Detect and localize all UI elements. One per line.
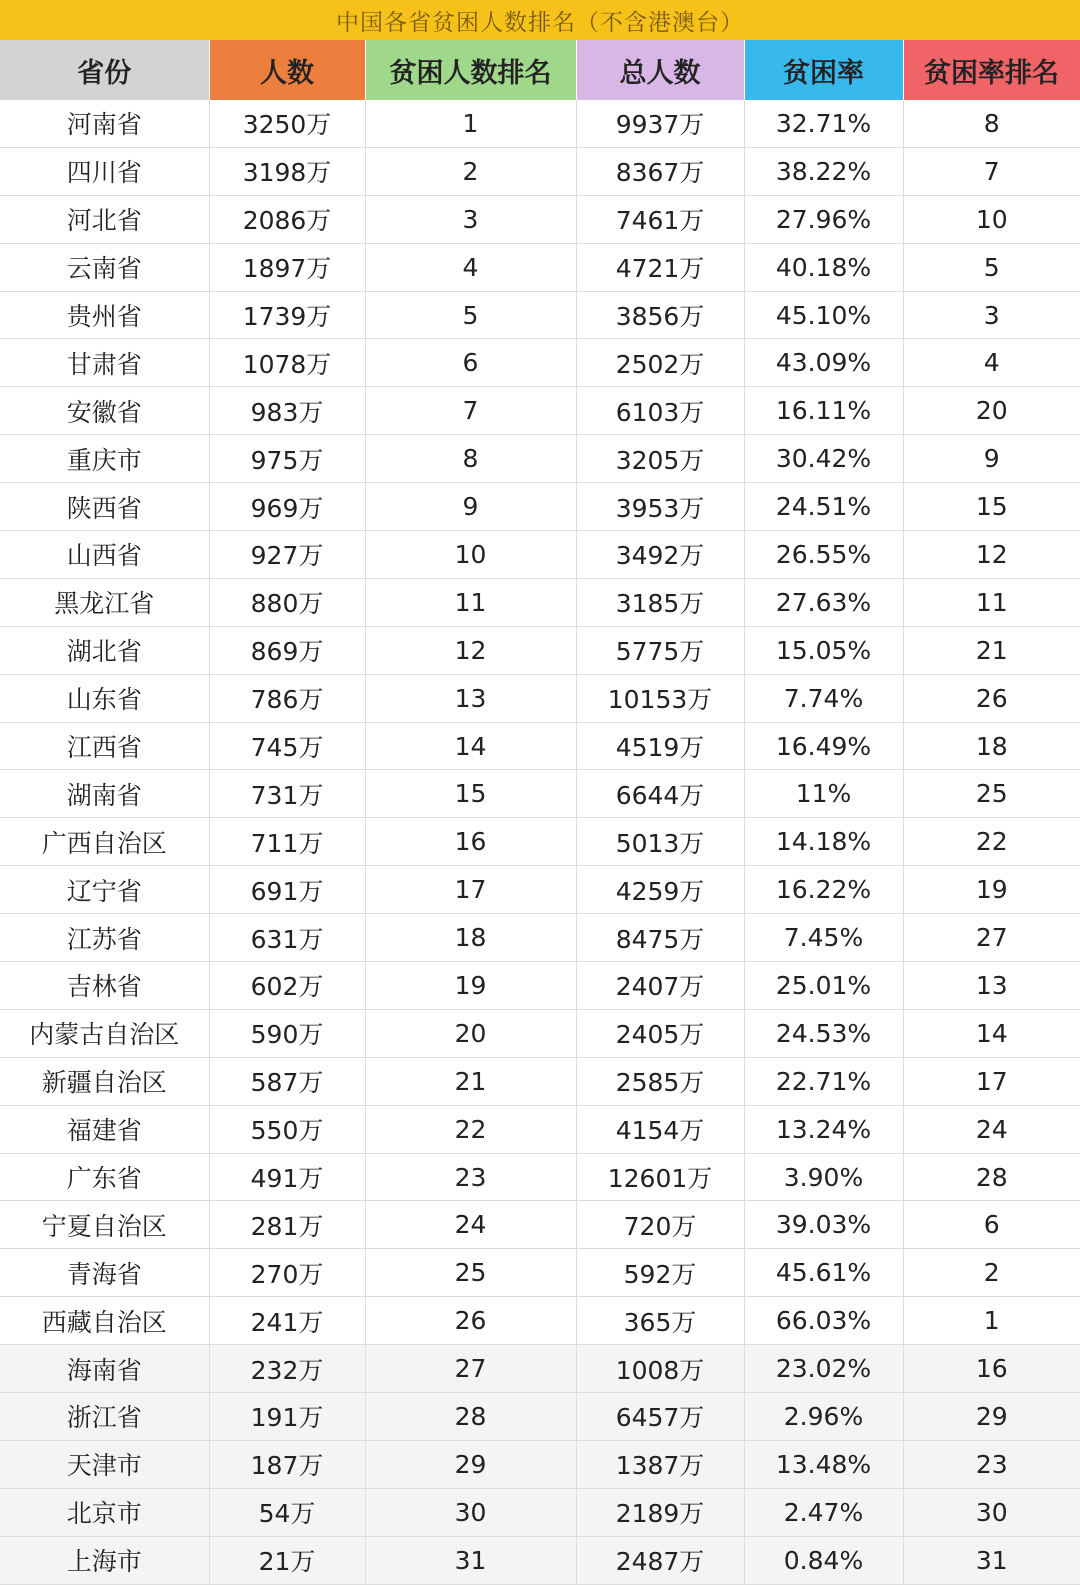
poverty-rate-rank-cell: 29 (903, 1393, 1080, 1441)
people-cell: 3250万 (209, 100, 365, 147)
total-population-cell: 8475万 (576, 914, 744, 962)
poverty-rate-cell: 7.74% (744, 674, 903, 722)
header-people[interactable]: 人数 (209, 40, 365, 100)
people-rank-cell: 18 (365, 914, 576, 962)
province-cell: 广西自治区 (0, 818, 209, 866)
people-rank-cell: 28 (365, 1393, 576, 1441)
province-cell: 广东省 (0, 1153, 209, 1201)
table-title: 中国各省贫困人数排名（不含港澳台） (336, 9, 744, 36)
poverty-rate-cell: 66.03% (744, 1297, 903, 1345)
poverty-rate-cell: 24.53% (744, 1009, 903, 1057)
poverty-rate-cell: 7.45% (744, 914, 903, 962)
poverty-rate-cell: 13.48% (744, 1440, 903, 1488)
total-population-cell: 2502万 (576, 339, 744, 387)
total-population-cell: 4519万 (576, 722, 744, 770)
province-cell: 海南省 (0, 1345, 209, 1393)
poverty-rate-rank-cell: 5 (903, 243, 1080, 291)
table-row (0, 243, 1080, 291)
poverty-rate-cell: 22.71% (744, 1057, 903, 1105)
people-cell: 550万 (209, 1105, 365, 1153)
poverty-rate-cell: 39.03% (744, 1201, 903, 1249)
province-cell: 福建省 (0, 1105, 209, 1153)
people-rank-cell: 8 (365, 435, 576, 483)
poverty-rate-rank-cell: 30 (903, 1488, 1080, 1536)
province-cell: 宁夏自治区 (0, 1201, 209, 1249)
header-poverty-rate-rank[interactable]: 贫困率排名 (903, 40, 1080, 100)
poverty-rate-cell: 40.18% (744, 243, 903, 291)
people-rank-cell: 14 (365, 722, 576, 770)
people-cell: 1897万 (209, 243, 365, 291)
total-population-cell: 2585万 (576, 1057, 744, 1105)
people-rank-cell: 30 (365, 1488, 576, 1536)
poverty-rate-cell: 38.22% (744, 147, 903, 195)
poverty-rate-cell: 2.96% (744, 1393, 903, 1441)
poverty-rate-rank-cell: 19 (903, 866, 1080, 914)
poverty-rate-rank-cell: 18 (903, 722, 1080, 770)
table-row (0, 147, 1080, 195)
province-cell: 贵州省 (0, 291, 209, 339)
poverty-rate-rank-cell: 11 (903, 578, 1080, 626)
province-cell: 安徽省 (0, 387, 209, 435)
poverty-rate-rank-cell: 20 (903, 387, 1080, 435)
province-cell: 甘肃省 (0, 339, 209, 387)
poverty-rate-cell: 23.02% (744, 1345, 903, 1393)
province-cell: 湖南省 (0, 770, 209, 818)
poverty-rate-cell: 25.01% (744, 962, 903, 1010)
poverty-rate-rank-cell: 31 (903, 1536, 1080, 1584)
table-row (0, 866, 1080, 914)
people-cell: 1078万 (209, 339, 365, 387)
people-rank-cell: 25 (365, 1249, 576, 1297)
table-row (0, 435, 1080, 483)
people-rank-cell: 17 (365, 866, 576, 914)
total-population-cell: 12601万 (576, 1153, 744, 1201)
table-row (0, 1440, 1080, 1488)
people-rank-cell: 19 (365, 962, 576, 1010)
people-cell: 21万 (209, 1536, 365, 1584)
poverty-rate-rank-cell: 26 (903, 674, 1080, 722)
table-row (0, 914, 1080, 962)
poverty-rate-rank-cell: 27 (903, 914, 1080, 962)
total-population-cell: 6103万 (576, 387, 744, 435)
total-population-cell: 10153万 (576, 674, 744, 722)
people-cell: 1739万 (209, 291, 365, 339)
table-row (0, 1201, 1080, 1249)
total-population-cell: 7461万 (576, 195, 744, 243)
people-rank-cell: 1 (365, 100, 576, 147)
header-people-rank[interactable]: 贫困人数排名 (365, 40, 576, 100)
people-rank-cell: 5 (365, 291, 576, 339)
total-population-cell: 5775万 (576, 626, 744, 674)
province-cell: 吉林省 (0, 962, 209, 1010)
poverty-rate-cell: 13.24% (744, 1105, 903, 1153)
province-cell: 河北省 (0, 195, 209, 243)
province-cell: 陕西省 (0, 483, 209, 531)
poverty-rate-rank-cell: 9 (903, 435, 1080, 483)
table-row (0, 531, 1080, 579)
total-population-cell: 1387万 (576, 1440, 744, 1488)
total-population-cell: 3856万 (576, 291, 744, 339)
header-row (0, 40, 1080, 100)
poverty-rate-rank-cell: 15 (903, 483, 1080, 531)
people-rank-cell: 12 (365, 626, 576, 674)
table-row (0, 962, 1080, 1010)
people-cell: 786万 (209, 674, 365, 722)
province-cell: 河南省 (0, 100, 209, 147)
poverty-rate-cell: 16.11% (744, 387, 903, 435)
people-cell: 241万 (209, 1297, 365, 1345)
province-cell: 上海市 (0, 1536, 209, 1584)
total-population-cell: 4154万 (576, 1105, 744, 1153)
people-cell: 54万 (209, 1488, 365, 1536)
people-rank-cell: 9 (365, 483, 576, 531)
province-cell: 山西省 (0, 531, 209, 579)
people-cell: 590万 (209, 1009, 365, 1057)
header-poverty-rate[interactable]: 贫困率 (744, 40, 903, 100)
people-rank-cell: 6 (365, 339, 576, 387)
total-population-cell: 6644万 (576, 770, 744, 818)
people-rank-cell: 15 (365, 770, 576, 818)
province-cell: 西藏自治区 (0, 1297, 209, 1345)
province-cell: 四川省 (0, 147, 209, 195)
poverty-rate-cell: 45.10% (744, 291, 903, 339)
total-population-cell: 3185万 (576, 578, 744, 626)
people-cell: 3198万 (209, 147, 365, 195)
province-cell: 湖北省 (0, 626, 209, 674)
province-cell: 浙江省 (0, 1393, 209, 1441)
people-cell: 691万 (209, 866, 365, 914)
table-row (0, 626, 1080, 674)
table-row (0, 578, 1080, 626)
table-row (0, 291, 1080, 339)
poverty-rate-rank-cell: 13 (903, 962, 1080, 1010)
total-population-cell: 2189万 (576, 1488, 744, 1536)
poverty-rate-cell: 43.09% (744, 339, 903, 387)
poverty-rate-cell: 27.63% (744, 578, 903, 626)
table-row (0, 1297, 1080, 1345)
poverty-rate-rank-cell: 4 (903, 339, 1080, 387)
people-rank-cell: 10 (365, 531, 576, 579)
header-total-population[interactable]: 总人数 (576, 40, 744, 100)
total-population-cell: 5013万 (576, 818, 744, 866)
poverty-rate-cell: 26.55% (744, 531, 903, 579)
people-cell: 983万 (209, 387, 365, 435)
people-rank-cell: 16 (365, 818, 576, 866)
province-cell: 江西省 (0, 722, 209, 770)
people-rank-cell: 3 (365, 195, 576, 243)
table-row (0, 818, 1080, 866)
poverty-rate-cell: 0.84% (744, 1536, 903, 1584)
table-row (0, 100, 1080, 147)
people-rank-cell: 4 (365, 243, 576, 291)
people-cell: 969万 (209, 483, 365, 531)
people-cell: 2086万 (209, 195, 365, 243)
total-population-cell: 4721万 (576, 243, 744, 291)
poverty-rate-cell: 11% (744, 770, 903, 818)
province-cell: 青海省 (0, 1249, 209, 1297)
poverty-rate-rank-cell: 28 (903, 1153, 1080, 1201)
poverty-rate-cell: 45.61% (744, 1249, 903, 1297)
poverty-rate-rank-cell: 12 (903, 531, 1080, 579)
province-cell: 北京市 (0, 1488, 209, 1536)
table-row (0, 339, 1080, 387)
total-population-cell: 4259万 (576, 866, 744, 914)
poverty-rate-rank-cell: 23 (903, 1440, 1080, 1488)
poverty-rate-rank-cell: 14 (903, 1009, 1080, 1057)
table-row (0, 1057, 1080, 1105)
province-cell: 辽宁省 (0, 866, 209, 914)
people-cell: 602万 (209, 962, 365, 1010)
table-row (0, 1345, 1080, 1393)
table-row (0, 1153, 1080, 1201)
poverty-rate-cell: 14.18% (744, 818, 903, 866)
table-row (0, 195, 1080, 243)
people-cell: 187万 (209, 1440, 365, 1488)
total-population-cell: 1008万 (576, 1345, 744, 1393)
total-population-cell: 720万 (576, 1201, 744, 1249)
total-population-cell: 3205万 (576, 435, 744, 483)
poverty-rate-cell: 27.96% (744, 195, 903, 243)
table-row (0, 1249, 1080, 1297)
people-rank-cell: 11 (365, 578, 576, 626)
people-rank-cell: 22 (365, 1105, 576, 1153)
people-rank-cell: 31 (365, 1536, 576, 1584)
province-cell: 黑龙江省 (0, 578, 209, 626)
total-population-cell: 2487万 (576, 1536, 744, 1584)
poverty-rate-cell: 24.51% (744, 483, 903, 531)
total-population-cell: 3953万 (576, 483, 744, 531)
people-cell: 281万 (209, 1201, 365, 1249)
table-row (0, 1105, 1080, 1153)
poverty-rate-rank-cell: 25 (903, 770, 1080, 818)
poverty-rate-cell: 32.71% (744, 100, 903, 147)
table-row (0, 1536, 1080, 1584)
province-cell: 天津市 (0, 1440, 209, 1488)
poverty-rate-rank-cell: 1 (903, 1297, 1080, 1345)
people-cell: 745万 (209, 722, 365, 770)
people-cell: 975万 (209, 435, 365, 483)
title-bar (0, 0, 1080, 40)
province-cell: 内蒙古自治区 (0, 1009, 209, 1057)
poverty-ranking-table (0, 40, 1080, 1585)
poverty-rate-rank-cell: 24 (903, 1105, 1080, 1153)
people-cell: 927万 (209, 531, 365, 579)
poverty-rate-rank-cell: 6 (903, 1201, 1080, 1249)
poverty-rate-rank-cell: 10 (903, 195, 1080, 243)
total-population-cell: 8367万 (576, 147, 744, 195)
poverty-rate-rank-cell: 21 (903, 626, 1080, 674)
total-population-cell: 9937万 (576, 100, 744, 147)
table-row (0, 674, 1080, 722)
people-cell: 232万 (209, 1345, 365, 1393)
people-rank-cell: 7 (365, 387, 576, 435)
table-row (0, 770, 1080, 818)
poverty-rate-rank-cell: 16 (903, 1345, 1080, 1393)
total-population-cell: 2407万 (576, 962, 744, 1010)
poverty-rate-cell: 3.90% (744, 1153, 903, 1201)
table-row (0, 483, 1080, 531)
poverty-rate-cell: 2.47% (744, 1488, 903, 1536)
table-row (0, 1488, 1080, 1536)
province-cell: 重庆市 (0, 435, 209, 483)
people-cell: 491万 (209, 1153, 365, 1201)
total-population-cell: 2405万 (576, 1009, 744, 1057)
people-rank-cell: 27 (365, 1345, 576, 1393)
poverty-rate-cell: 15.05% (744, 626, 903, 674)
people-cell: 631万 (209, 914, 365, 962)
table-row (0, 722, 1080, 770)
people-rank-cell: 21 (365, 1057, 576, 1105)
people-cell: 731万 (209, 770, 365, 818)
poverty-rate-rank-cell: 2 (903, 1249, 1080, 1297)
people-cell: 587万 (209, 1057, 365, 1105)
province-cell: 云南省 (0, 243, 209, 291)
province-cell: 山东省 (0, 674, 209, 722)
poverty-rate-rank-cell: 3 (903, 291, 1080, 339)
people-rank-cell: 13 (365, 674, 576, 722)
total-population-cell: 592万 (576, 1249, 744, 1297)
people-rank-cell: 29 (365, 1440, 576, 1488)
poverty-rate-cell: 30.42% (744, 435, 903, 483)
people-cell: 869万 (209, 626, 365, 674)
people-cell: 711万 (209, 818, 365, 866)
table-row (0, 1009, 1080, 1057)
poverty-rate-cell: 16.49% (744, 722, 903, 770)
poverty-rate-rank-cell: 7 (903, 147, 1080, 195)
province-cell: 新疆自治区 (0, 1057, 209, 1105)
table-row (0, 387, 1080, 435)
people-rank-cell: 20 (365, 1009, 576, 1057)
poverty-rate-rank-cell: 8 (903, 100, 1080, 147)
total-population-cell: 6457万 (576, 1393, 744, 1441)
people-rank-cell: 23 (365, 1153, 576, 1201)
header-province[interactable]: 省份 (0, 40, 209, 100)
province-cell: 江苏省 (0, 914, 209, 962)
people-cell: 191万 (209, 1393, 365, 1441)
table-body (0, 100, 1080, 1584)
people-rank-cell: 24 (365, 1201, 576, 1249)
people-cell: 270万 (209, 1249, 365, 1297)
table-row (0, 1393, 1080, 1441)
poverty-rate-rank-cell: 22 (903, 818, 1080, 866)
people-cell: 880万 (209, 578, 365, 626)
poverty-rate-cell: 16.22% (744, 866, 903, 914)
people-rank-cell: 2 (365, 147, 576, 195)
total-population-cell: 365万 (576, 1297, 744, 1345)
total-population-cell: 3492万 (576, 531, 744, 579)
poverty-rate-rank-cell: 17 (903, 1057, 1080, 1105)
people-rank-cell: 26 (365, 1297, 576, 1345)
